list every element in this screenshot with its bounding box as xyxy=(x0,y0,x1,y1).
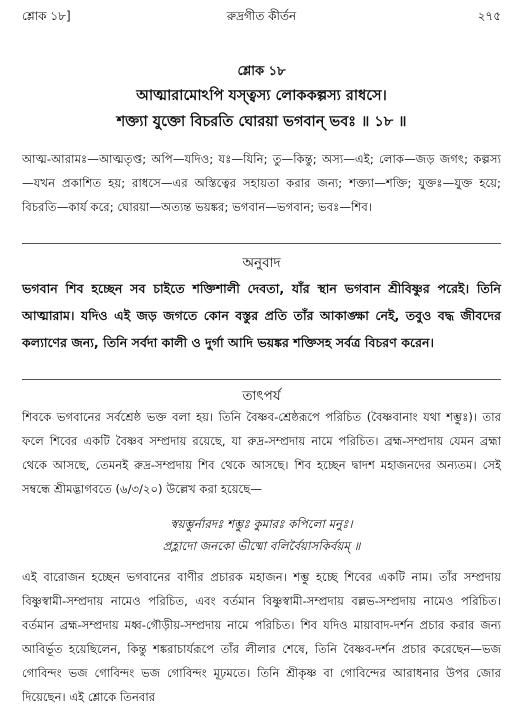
purport-heading: তাৎপর্য xyxy=(242,388,281,404)
divider xyxy=(22,379,501,380)
verse-line-2: শক্ত্যা যুক্তো বিচরতি ঘোরয়া ভগবান্ ভবঃ ॥ ১৮ ॥ xyxy=(116,114,407,130)
purport-text-1: শিবকে ভগবানের সর্বশ্রেষ্ঠ ভক্ত বলা হয়। তিনি বৈষ্ণব-শ্রেষ্ঠরূপে পরিচিত (বৈষ্ণবানাং যথা শম্ভুঃ)। তার ফলে শিবের একটি বৈষ্ণব সম্প্রদায় রয়েছে, যা রুদ্র-সম্প্রদায় নামে পরিচিত। ব্রহ্ম-সম্প্রদায় যেমন ব্রহ্মা থেকে আসছে, তেমনই রুদ্র-সম্প্রদায় শিব থেকে আসছে। শিব হচ্ছেন দ্বাদশ মহাজনদের অন্যতম। সেই সম্বন্ধে শ্রীমদ্ভাগবতে (৬/৩/২০) উল্লেখ করা হয়েছে— xyxy=(22,410,501,496)
page-number: ২৭৫ xyxy=(477,9,501,23)
synonyms-block xyxy=(22,147,501,219)
quote-line-1: স্বয়ম্ভুর্নারদঃ শম্ভুঃ কুমারঃ কপিলো মনুঃ। xyxy=(170,517,353,531)
header-chapter-title: রুদ্রগীত কীর্তন xyxy=(226,9,297,23)
purport-paragraph-2 xyxy=(22,565,501,709)
divider xyxy=(22,243,501,244)
translation-heading: অনুবাদ xyxy=(242,255,281,271)
running-header xyxy=(22,8,501,28)
purport-paragraph-1 xyxy=(22,405,501,501)
verse-line-1: আত্মারামোঽপি যস্ত্বস্য লোককল্পস্য রাধসে। xyxy=(136,88,387,104)
purport-text-2: এই বারোজন হচ্ছেন ভগবানের বাণীর প্রচারক মহাজন। শম্ভু হচ্ছে শিবের একটি নাম। তাঁর সম্প্রদায় বিষ্ণুস্বামী-সম্প্রদায় নামেও পরিচিত, এবং বর্তমান বিষ্ণুস্বামী-সম্প্রদায় বল্লভ-সম্প্রদায় নামেও পরিচিত। বর্তমান ব্রহ্ম-সম্প্রদায় মধ্ব-গৌড়ীয়-সম্প্রদায় নামে পরিচিত। শিব যদিও মায়াবাদ-দর্শন প্রচার করার জন্য আবির্ভূত হয়েছিলেন, কিন্তু শঙ্করাচার্যরূপে তাঁর লীলার শেষে, তিনি বৈষ্ণব-দর্শন প্রচার করেছেন—ভজ গোবিন্দং ভজ গোবিন্দং ভজ গোবিন্দং মূঢ়মতে। তিনি শ্রীকৃষ্ণ বা গোবিন্দের আরাধনার উপর জোর দিয়েছেন। এই শ্লোকে তিনবার xyxy=(22,570,501,704)
scripture-quote xyxy=(0,513,523,557)
synonyms-text: আত্ম-আরামঃ—আত্মতৃপ্ত; অপি—যদিও; যঃ—যিনি; তু—কিন্তু; অস্য—এই; লোক—জড় জগৎ; কল্পস্য—যখন প্রকাশিত হয়; রাধসে—এর অস্তিত্বের সহায়তা করার জন্য; শক্ত্যা—শক্তি; যুক্তঃ—যুক্ত হয়ে; বিচরতি—কার্য করে; ঘোরয়া—অত্যন্ত ভয়ঙ্কর; ভগবান—ভগবান; ভবঃ—শিব। xyxy=(22,152,501,214)
quote-line-2: প্রহ্লাদো জনকো ভীষ্মো বলির্বৈয়াসকির্বয়ম্ ॥ xyxy=(162,539,361,553)
translation-text: ভগবান শিব হচ্ছেন সব চাইতে শক্তিশালী দেবতা, যাঁর স্থান ভগবান শ্রীবিষ্ণুর পরেই। তিনি আত্মারাম। যদিও এই জড় জগতে কোন বস্তুর প্রতি তাঁর আকাঙ্ক্ষা নেই, তবুও বদ্ধ জীবদের কল্যাণের জন্য, তিনি সর্বদা কালী ও দুর্গা আদি ভয়ঙ্কর শক্তিসহ সর্বত্র বিচরণ করেন। xyxy=(22,281,501,350)
translation-block xyxy=(22,275,501,356)
header-verse-ref: শ্লোক ১৮] xyxy=(22,9,71,23)
verse-title: শ্লোক ১৮ xyxy=(237,64,286,79)
